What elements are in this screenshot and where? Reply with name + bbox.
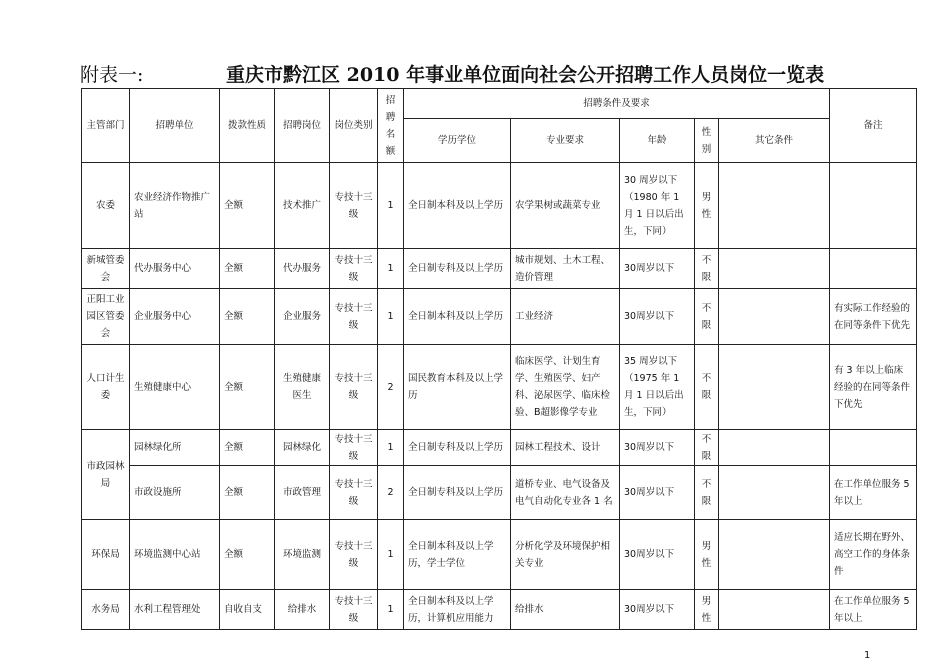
cell-gender: 不限 bbox=[695, 289, 719, 345]
table-row bbox=[82, 289, 917, 345]
cell-unit: 农业经济作物推广站 bbox=[130, 163, 220, 249]
cell-dept: 人口计生委 bbox=[82, 345, 130, 430]
attachment-label: 附表一: bbox=[80, 64, 144, 86]
cell-age: 30周岁以下 bbox=[620, 249, 695, 289]
cell-other bbox=[719, 590, 830, 630]
cell-education: 全日制本科及以上学历，学士学位 bbox=[404, 520, 511, 590]
cell-gender: 男性 bbox=[695, 163, 719, 249]
cell-dept: 正阳工业园区管委会 bbox=[82, 289, 130, 345]
col-header-other: 其它条件 bbox=[719, 119, 830, 163]
cell-category: 专技十三级 bbox=[330, 590, 378, 630]
cell-unit: 水利工程管理处 bbox=[130, 590, 220, 630]
cell-gender: 不限 bbox=[695, 430, 719, 466]
cell-gender: 男性 bbox=[695, 590, 719, 630]
cell-category: 专技十三级 bbox=[330, 249, 378, 289]
cell-post: 市政管理 bbox=[275, 466, 330, 520]
cell-major: 给排水 bbox=[511, 590, 620, 630]
col-header-remarks: 备注 bbox=[830, 89, 917, 163]
cell-age: 30周岁以下 bbox=[620, 520, 695, 590]
cell-major: 分析化学及环境保护相关专业 bbox=[511, 520, 620, 590]
cell-category: 专技十三级 bbox=[330, 289, 378, 345]
cell-unit: 环境监测中心站 bbox=[130, 520, 220, 590]
cell-other bbox=[719, 466, 830, 520]
cell-education: 国民教育本科及以上学历 bbox=[404, 345, 511, 430]
table-row bbox=[82, 249, 917, 289]
cell-remarks: 适应长期在野外、高空工作的身体条件 bbox=[830, 520, 917, 590]
cell-funding: 全额 bbox=[220, 345, 275, 430]
cell-education: 全日制本科及以上学历 bbox=[404, 163, 511, 249]
cell-gender: 男性 bbox=[695, 520, 719, 590]
cell-post: 技术推广 bbox=[275, 163, 330, 249]
table-row bbox=[82, 430, 917, 466]
cell-education: 全日制本科及以上学历，计算机应用能力 bbox=[404, 590, 511, 630]
table-row bbox=[82, 590, 917, 630]
cell-count: 1 bbox=[378, 289, 404, 345]
cell-major: 工业经济 bbox=[511, 289, 620, 345]
cell-post: 环境监测 bbox=[275, 520, 330, 590]
cell-count: 1 bbox=[378, 163, 404, 249]
cell-post: 代办服务 bbox=[275, 249, 330, 289]
cell-major: 园林工程技术、设计 bbox=[511, 430, 620, 466]
cell-other bbox=[719, 249, 830, 289]
header-row-1 bbox=[82, 89, 917, 119]
cell-remarks: 在工作单位服务 5 年以上 bbox=[830, 590, 917, 630]
cell-gender: 不限 bbox=[695, 249, 719, 289]
cell-age: 30周岁以下 bbox=[620, 289, 695, 345]
recruitment-table bbox=[81, 88, 917, 630]
document-title: 重庆市黔江区 2010 年事业单位面向社会公开招聘工作人员岗位一览表 bbox=[226, 64, 825, 86]
cell-age: 30 周岁以下（1980 年 1 月 1 日以后出生，下同） bbox=[620, 163, 695, 249]
table-row bbox=[82, 345, 917, 430]
table-row bbox=[82, 163, 917, 249]
cell-education: 全日制专科及以上学历 bbox=[404, 249, 511, 289]
col-header-age: 年龄 bbox=[620, 119, 695, 163]
cell-remarks bbox=[830, 430, 917, 466]
cell-dept: 新城管委会 bbox=[82, 249, 130, 289]
cell-major: 临床医学、计划生育学、生殖医学、妇产科、泌尿医学、临床检验、B超影像学专业 bbox=[511, 345, 620, 430]
cell-funding: 自收自支 bbox=[220, 590, 275, 630]
cell-count: 1 bbox=[378, 590, 404, 630]
cell-category: 专技十三级 bbox=[330, 466, 378, 520]
cell-category: 专技十三级 bbox=[330, 345, 378, 430]
cell-funding: 全额 bbox=[220, 430, 275, 466]
cell-category: 专技十三级 bbox=[330, 430, 378, 466]
cell-unit: 园林绿化所 bbox=[130, 430, 220, 466]
cell-education: 全日制本科及以上学历 bbox=[404, 289, 511, 345]
col-header-major: 专业要求 bbox=[511, 119, 620, 163]
cell-remarks bbox=[830, 163, 917, 249]
cell-remarks: 有实际工作经验的在同等条件下优先 bbox=[830, 289, 917, 345]
cell-education: 全日制专科及以上学历 bbox=[404, 466, 511, 520]
cell-category: 专技十三级 bbox=[330, 520, 378, 590]
cell-category: 专技十三级 bbox=[330, 163, 378, 249]
cell-major: 城市规划、土木工程、造价管理 bbox=[511, 249, 620, 289]
col-header-unit: 招聘单位 bbox=[130, 89, 220, 163]
cell-count: 2 bbox=[378, 345, 404, 430]
cell-count: 1 bbox=[378, 249, 404, 289]
cell-age: 30周岁以下 bbox=[620, 466, 695, 520]
cell-unit: 代办服务中心 bbox=[130, 249, 220, 289]
cell-unit: 市政设施所 bbox=[130, 466, 220, 520]
cell-age: 35 周岁以下（1975 年 1 月 1 日以后出生，下同） bbox=[620, 345, 695, 430]
cell-other bbox=[719, 520, 830, 590]
cell-funding: 全额 bbox=[220, 520, 275, 590]
cell-age: 30周岁以下 bbox=[620, 590, 695, 630]
cell-funding: 全额 bbox=[220, 289, 275, 345]
cell-dept: 环保局 bbox=[82, 520, 130, 590]
cell-remarks: 有 3 年以上临床经验的在同等条件下优先 bbox=[830, 345, 917, 430]
cell-major: 道桥专业、电气设备及电气自动化专业各 1 名 bbox=[511, 466, 620, 520]
cell-remarks bbox=[830, 249, 917, 289]
col-header-gender: 性别 bbox=[695, 119, 719, 163]
cell-post: 园林绿化 bbox=[275, 430, 330, 466]
cell-dept: 水务局 bbox=[82, 590, 130, 630]
cell-gender: 不限 bbox=[695, 466, 719, 520]
col-header-post: 招聘岗位 bbox=[275, 89, 330, 163]
cell-funding: 全额 bbox=[220, 249, 275, 289]
cell-major: 农学果树或蔬菜专业 bbox=[511, 163, 620, 249]
cell-other bbox=[719, 430, 830, 466]
cell-dept: 市政园林局 bbox=[82, 430, 130, 520]
cell-age: 30周岁以下 bbox=[620, 430, 695, 466]
col-header-education: 学历学位 bbox=[404, 119, 511, 163]
cell-post: 企业服务 bbox=[275, 289, 330, 345]
cell-other bbox=[719, 289, 830, 345]
col-header-conditions: 招聘条件及要求 bbox=[404, 89, 830, 119]
cell-education: 全日制专科及以上学历 bbox=[404, 430, 511, 466]
cell-count: 1 bbox=[378, 520, 404, 590]
cell-dept: 农委 bbox=[82, 163, 130, 249]
cell-other bbox=[719, 345, 830, 430]
cell-funding: 全额 bbox=[220, 466, 275, 520]
col-header-funding: 拨款性质 bbox=[220, 89, 275, 163]
cell-gender: 不限 bbox=[695, 345, 719, 430]
page-number: 1 bbox=[864, 650, 871, 661]
table-row bbox=[82, 520, 917, 590]
table-row bbox=[82, 466, 917, 520]
cell-post: 生殖健康医生 bbox=[275, 345, 330, 430]
cell-count: 2 bbox=[378, 466, 404, 520]
cell-unit: 企业服务中心 bbox=[130, 289, 220, 345]
cell-post: 给排水 bbox=[275, 590, 330, 630]
cell-remarks: 在工作单位服务 5 年以上 bbox=[830, 466, 917, 520]
col-header-dept: 主管部门 bbox=[82, 89, 130, 163]
cell-other bbox=[719, 163, 830, 249]
col-header-count: 招聘名额 bbox=[378, 89, 404, 163]
cell-count: 1 bbox=[378, 430, 404, 466]
cell-unit: 生殖健康中心 bbox=[130, 345, 220, 430]
col-header-category: 岗位类别 bbox=[330, 89, 378, 163]
cell-funding: 全额 bbox=[220, 163, 275, 249]
